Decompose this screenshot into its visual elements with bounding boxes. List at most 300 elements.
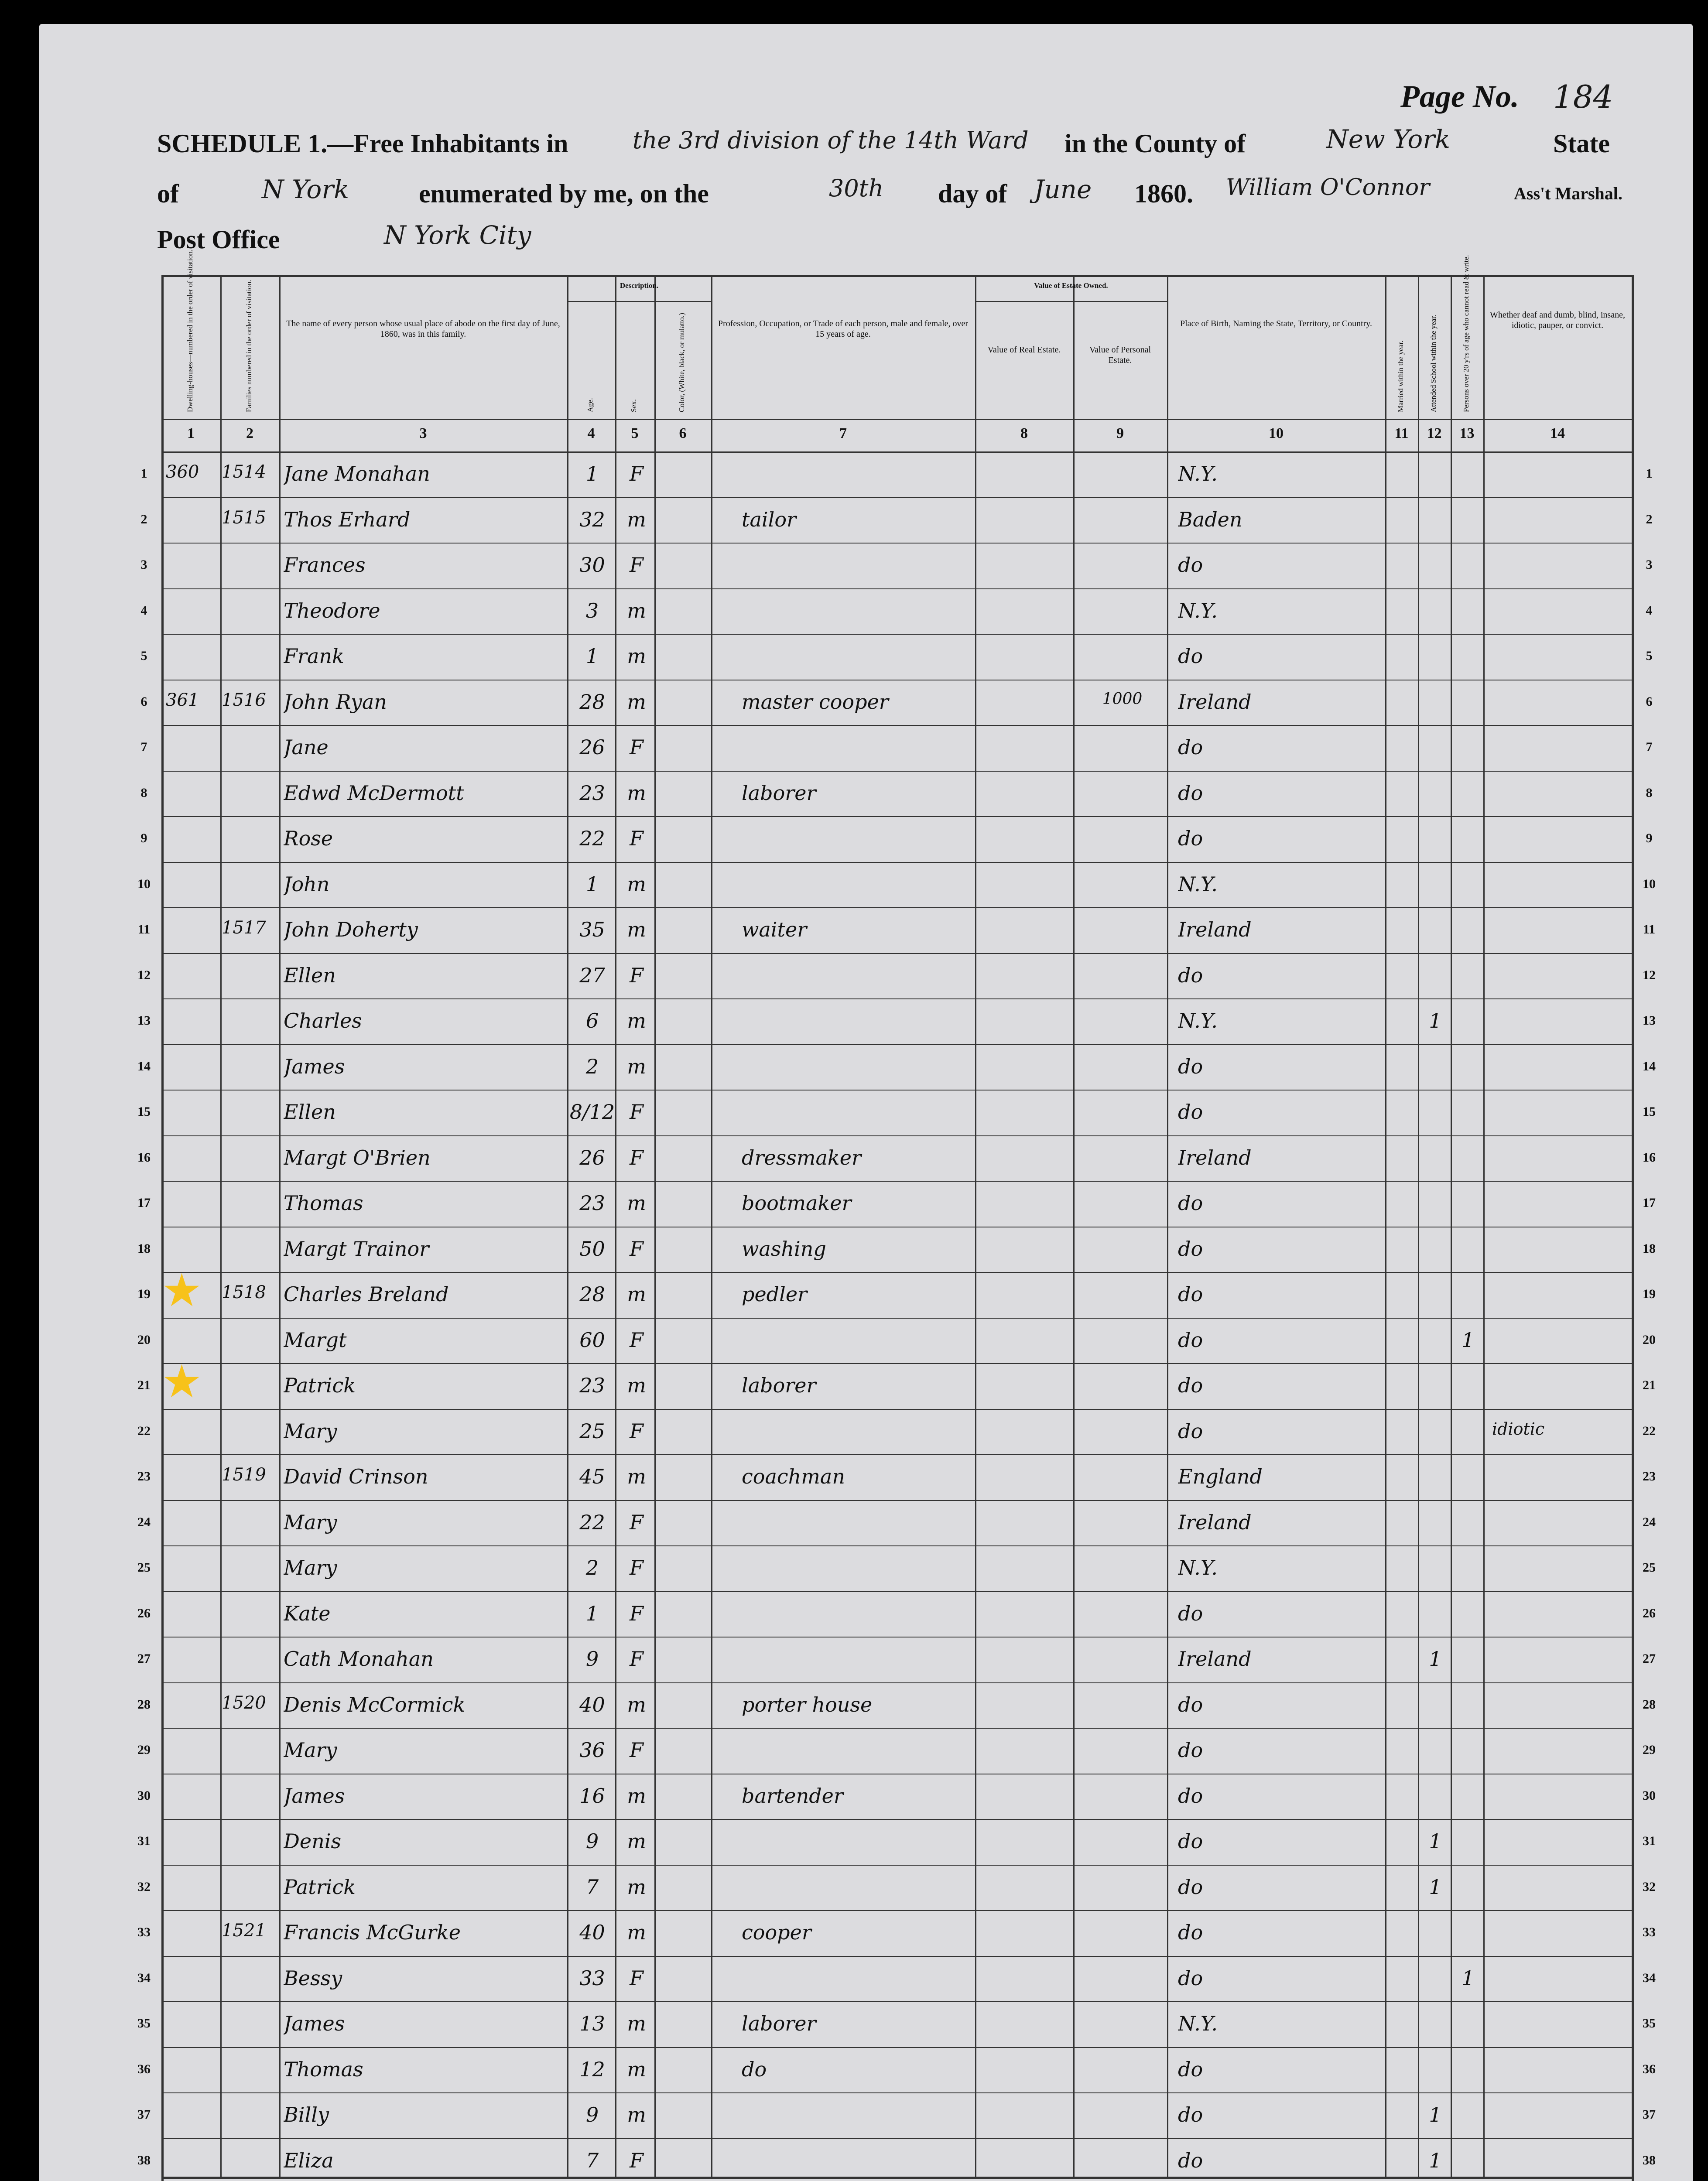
- occupation-value: laborer: [742, 781, 816, 805]
- line-number: 3: [1646, 557, 1653, 572]
- line-number: 30: [1643, 1788, 1656, 1803]
- person-name: Francis McGurke: [284, 1921, 461, 1944]
- sex-value: m: [627, 644, 646, 668]
- rule-line: [161, 1363, 1632, 1364]
- person-name: Margt Trainor: [284, 1237, 429, 1261]
- rule-line: [975, 301, 1167, 302]
- line-number: 26: [137, 1606, 151, 1620]
- personal-estate-value: 1000: [1102, 690, 1143, 708]
- line-number: 14: [1643, 1059, 1656, 1073]
- column-number: 6: [679, 425, 687, 441]
- birthplace-value: N.Y.: [1178, 1009, 1218, 1032]
- schedule-title: SCHEDULE 1.—Free Inhabitants in: [157, 129, 568, 158]
- column-header-description: Description.: [620, 281, 659, 290]
- line-number: 29: [1643, 1743, 1656, 1757]
- person-name: Mary: [284, 1510, 337, 1534]
- line-number: 36: [137, 2061, 151, 2076]
- occupation-value: bartender: [742, 1784, 843, 1808]
- occupation-value: pedler: [742, 1282, 808, 1306]
- column-number: 14: [1550, 425, 1565, 441]
- column-header-c1: Dwelling-houses—numbered in the order of visitation.: [185, 250, 194, 412]
- sex-value: F: [630, 1738, 643, 1762]
- birthplace-value: do: [1178, 1966, 1203, 1990]
- age-value: 2: [585, 1054, 599, 1078]
- birthplace-value: do: [1178, 1100, 1203, 1124]
- age-value: 1: [585, 1601, 599, 1625]
- person-name: Thomas: [284, 1191, 363, 1215]
- age-value: 35: [579, 918, 605, 941]
- birthplace-value: do: [1178, 1921, 1203, 1944]
- sex-value: m: [627, 1374, 646, 1397]
- line-number: 22: [1643, 1423, 1656, 1438]
- sex-value: F: [630, 1601, 643, 1625]
- occupation-value: tailor: [742, 507, 797, 531]
- age-value: 23: [579, 1374, 605, 1397]
- person-name: John: [284, 872, 330, 896]
- line-number: 20: [137, 1332, 151, 1347]
- sex-value: F: [630, 2148, 643, 2172]
- rule-line: [161, 907, 1632, 908]
- division-text: the 3rd division of the 14th Ward: [633, 126, 1029, 154]
- state-label: State: [1553, 129, 1610, 158]
- person-name: Kate: [284, 1601, 331, 1625]
- column-header-c8: Value of Real Estate.: [987, 345, 1061, 355]
- sex-value: m: [627, 690, 646, 714]
- birthplace-value: do: [1178, 1419, 1203, 1443]
- line-number: 31: [137, 1834, 151, 1848]
- line-number: 1: [140, 466, 147, 481]
- age-value: 26: [579, 735, 605, 759]
- column-header-c6: Color, (White, black, or mulatto.): [678, 313, 686, 412]
- line-number: 34: [1643, 1970, 1656, 1985]
- rule-line: [161, 634, 1632, 635]
- age-value: 7: [585, 2148, 599, 2172]
- sex-value: F: [630, 1966, 643, 1990]
- rule-line: [161, 1910, 1632, 1911]
- family-number: 1519: [222, 1465, 266, 1485]
- rule-line: [161, 1545, 1632, 1546]
- person-name: Margt: [284, 1328, 347, 1352]
- age-value: 45: [579, 1465, 605, 1488]
- age-value: 50: [579, 1237, 605, 1261]
- birthplace-value: do: [1178, 735, 1203, 759]
- birthplace-value: N.Y.: [1178, 598, 1218, 622]
- column-header-c14: Whether deaf and dumb, blind, insane, idiotic, pauper, or convict.: [1490, 310, 1625, 330]
- school-mark: 1: [1429, 1009, 1442, 1032]
- birthplace-value: N.Y.: [1178, 2012, 1218, 2035]
- occupation-value: washing: [742, 1237, 826, 1261]
- star-icon: ★: [161, 1266, 202, 1316]
- rule-line: [161, 816, 1632, 817]
- birthplace-value: do: [1178, 1784, 1203, 1808]
- line-number: 9: [140, 831, 147, 845]
- line-number: 11: [137, 922, 151, 937]
- sex-value: m: [627, 1829, 646, 1853]
- of-label: of: [157, 179, 179, 208]
- line-number: 26: [1643, 1606, 1656, 1620]
- sex-value: m: [627, 1191, 646, 1215]
- rule-line: [161, 998, 1632, 999]
- read-write-mark: 1: [1462, 1966, 1475, 1990]
- column-header-c10: Place of Birth, Naming the State, Territory, or Country.: [1180, 319, 1372, 328]
- occupation-value: bootmaker: [742, 1191, 852, 1215]
- age-value: 1: [585, 644, 599, 668]
- sex-value: F: [630, 553, 643, 577]
- rule-line: [567, 301, 711, 302]
- birthplace-value: England: [1178, 1465, 1263, 1488]
- rule-line: [161, 2092, 1632, 2093]
- dwelling-number: 360: [166, 462, 199, 482]
- line-number: 12: [1643, 967, 1656, 982]
- school-mark: 1: [1429, 2148, 1442, 2172]
- column-number: 9: [1116, 425, 1124, 441]
- line-number: 29: [137, 1743, 151, 1757]
- line-number: 5: [140, 649, 147, 663]
- rule-line: [161, 1682, 1632, 1683]
- age-value: 40: [579, 1921, 605, 1944]
- rule-line: [161, 725, 1632, 726]
- column-rule: [1385, 275, 1386, 2177]
- age-value: 26: [579, 1145, 605, 1169]
- sex-value: F: [630, 1328, 643, 1352]
- line-number: 38: [137, 2153, 151, 2167]
- line-number: 10: [137, 876, 151, 891]
- person-name: Frank: [284, 644, 344, 668]
- person-name: Jane: [284, 735, 329, 759]
- age-value: 3: [585, 598, 599, 622]
- family-number: 1515: [222, 507, 266, 528]
- rule-line: [161, 1500, 1632, 1501]
- school-mark: 1: [1429, 1829, 1442, 1853]
- age-value: 1: [585, 872, 599, 896]
- column-header-c9: Value of Personal Estate.: [1089, 345, 1151, 365]
- age-value: 32: [579, 507, 605, 531]
- rule-line: [161, 2177, 1632, 2179]
- sex-value: F: [630, 1556, 643, 1579]
- rule-line: [161, 1591, 1632, 1592]
- line-number: 3: [140, 557, 147, 572]
- family-number: 1514: [222, 462, 266, 482]
- birthplace-value: do: [1178, 1738, 1203, 1762]
- line-number: 27: [137, 1651, 151, 1666]
- age-value: 13: [579, 2012, 605, 2035]
- person-name: Charles: [284, 1009, 362, 1032]
- rule-line: [161, 1865, 1632, 1866]
- line-number: 16: [137, 1150, 151, 1165]
- line-number: 24: [137, 1514, 151, 1529]
- person-name: Frances: [284, 553, 366, 577]
- age-value: 22: [579, 1510, 605, 1534]
- age-value: 9: [585, 1829, 599, 1853]
- rule-line: [161, 953, 1632, 954]
- year-label: 1860.: [1134, 179, 1193, 208]
- line-number: 15: [1643, 1104, 1656, 1119]
- rule-line: [161, 1454, 1632, 1455]
- birthplace-value: do: [1178, 1374, 1203, 1397]
- line-number: 36: [1643, 2061, 1656, 2076]
- age-value: 28: [579, 690, 605, 714]
- occupation-value: cooper: [742, 1921, 811, 1944]
- column-header-value-group: Value of Estate Owned.: [1034, 281, 1108, 290]
- column-number: 4: [587, 425, 595, 441]
- rule-line: [161, 588, 1632, 589]
- column-number: 5: [631, 425, 639, 441]
- birthplace-value: do: [1178, 553, 1203, 577]
- sex-value: m: [627, 2012, 646, 2035]
- line-number: 13: [1643, 1013, 1656, 1028]
- sex-value: F: [630, 1145, 643, 1169]
- column-rule: [1632, 275, 1634, 2181]
- sex-value: m: [627, 1054, 646, 1078]
- birthplace-value: do: [1178, 2148, 1203, 2172]
- day-value: 30th: [829, 174, 884, 202]
- column-header-c3: The name of every person whose usual place of abode on the first day of June, 1860, was in this family.: [286, 319, 560, 339]
- column-rule: [220, 275, 222, 2177]
- county-label: in the County of: [1065, 129, 1246, 158]
- age-value: 16: [579, 1784, 605, 1808]
- person-name: David Crinson: [284, 1465, 428, 1488]
- school-mark: 1: [1429, 1647, 1442, 1671]
- birthplace-value: do: [1178, 1054, 1203, 1078]
- person-name: Billy: [284, 2103, 329, 2126]
- line-number: 37: [137, 2107, 151, 2122]
- person-name: James: [284, 1054, 345, 1078]
- line-number: 34: [137, 1970, 151, 1985]
- person-name: Denis: [284, 1829, 342, 1853]
- person-name: Charles Breland: [284, 1282, 449, 1306]
- column-rule: [711, 275, 712, 2177]
- age-value: 60: [579, 1328, 605, 1352]
- line-number: 17: [137, 1196, 151, 1210]
- birthplace-value: Baden: [1178, 507, 1242, 531]
- person-name: Ellen: [284, 963, 336, 987]
- marshal-label: Ass't Marshal.: [1514, 184, 1622, 203]
- rule-line: [161, 1135, 1632, 1136]
- person-name: James: [284, 1784, 345, 1808]
- birthplace-value: N.Y.: [1178, 462, 1218, 485]
- column-number: 8: [1020, 425, 1028, 441]
- sex-value: F: [630, 1647, 643, 1671]
- line-number: 1: [1646, 466, 1653, 481]
- sex-value: m: [627, 598, 646, 622]
- read-write-mark: 1: [1462, 1328, 1475, 1352]
- line-number: 31: [1643, 1834, 1656, 1848]
- person-name: John Ryan: [284, 690, 387, 714]
- sex-value: m: [627, 2103, 646, 2126]
- person-name: Thomas: [284, 2057, 363, 2081]
- enumerated-label: enumerated by me, on the: [419, 179, 709, 208]
- sex-value: m: [627, 1282, 646, 1306]
- line-number: 6: [140, 694, 147, 709]
- column-rule: [1483, 275, 1485, 2177]
- rule-line: [161, 543, 1632, 544]
- sex-value: m: [627, 1692, 646, 1716]
- sex-value: F: [630, 1510, 643, 1534]
- birthplace-value: N.Y.: [1178, 872, 1218, 896]
- person-name: Rose: [284, 827, 333, 850]
- column-number: 12: [1427, 425, 1442, 441]
- rule-line: [161, 771, 1632, 772]
- occupation-value: laborer: [742, 1374, 816, 1397]
- line-number: 35: [1643, 2016, 1656, 2031]
- rule-line: [161, 451, 1632, 453]
- sex-value: F: [630, 1237, 643, 1261]
- line-number: 23: [1643, 1469, 1656, 1484]
- sex-value: F: [630, 1100, 643, 1124]
- birthplace-value: Ireland: [1178, 1510, 1252, 1534]
- column-rule: [975, 275, 976, 2177]
- line-number: 11: [1643, 922, 1656, 937]
- line-number: 27: [1643, 1651, 1656, 1666]
- person-name: Margt O'Brien: [284, 1145, 431, 1169]
- column-number: 10: [1269, 425, 1284, 441]
- birthplace-value: do: [1178, 827, 1203, 850]
- rule-line: [161, 1272, 1632, 1273]
- column-header-c12: Attended School within the year.: [1429, 315, 1438, 412]
- birthplace-value: do: [1178, 1601, 1203, 1625]
- column-header-c11: Married within the year.: [1396, 340, 1405, 412]
- age-value: 6: [585, 1009, 599, 1032]
- sex-value: F: [630, 963, 643, 987]
- rule-line: [161, 1181, 1632, 1182]
- line-number: 9: [1646, 831, 1653, 845]
- age-value: 30: [579, 553, 605, 577]
- column-header-c7: Profession, Occupation, or Trade of each person, male and female, over 15 years of age.: [718, 319, 969, 339]
- state-value: N York: [262, 174, 349, 204]
- sex-value: m: [627, 872, 646, 896]
- person-name: Patrick: [284, 1875, 356, 1899]
- page-number-label: Page No.: [1400, 79, 1519, 114]
- rule-line: [161, 1044, 1632, 1045]
- dwelling-number: 361: [166, 690, 199, 710]
- person-name: Bessy: [284, 1966, 342, 1990]
- birthplace-value: do: [1178, 2057, 1203, 2081]
- sex-value: m: [627, 1921, 646, 1944]
- birthplace-value: Ireland: [1178, 1647, 1252, 1671]
- age-value: 9: [585, 2103, 599, 2126]
- condition-value: idiotic: [1492, 1419, 1545, 1439]
- line-number: 5: [1646, 649, 1653, 663]
- line-number: 33: [1643, 1925, 1656, 1939]
- birthplace-value: N.Y.: [1178, 1556, 1218, 1579]
- line-number: 15: [137, 1104, 151, 1119]
- person-name: Denis McCormick: [284, 1692, 466, 1716]
- age-value: 28: [579, 1282, 605, 1306]
- person-name: Mary: [284, 1556, 337, 1579]
- line-number: 4: [140, 603, 147, 618]
- column-number: 13: [1459, 425, 1475, 441]
- sex-value: F: [630, 462, 643, 485]
- school-mark: 1: [1429, 2103, 1442, 2126]
- line-number: 18: [1643, 1241, 1656, 1256]
- person-name: Thos Erhard: [284, 507, 411, 531]
- column-rule: [279, 275, 281, 2177]
- birthplace-value: do: [1178, 781, 1203, 805]
- occupation-value: waiter: [742, 918, 807, 941]
- line-number: 20: [1643, 1332, 1656, 1347]
- column-rule: [1451, 275, 1452, 2177]
- occupation-value: master cooper: [742, 690, 889, 714]
- line-number: 22: [137, 1423, 151, 1438]
- birthplace-value: Ireland: [1178, 918, 1252, 941]
- column-rule: [567, 275, 568, 2177]
- sex-value: m: [627, 1784, 646, 1808]
- sex-value: F: [630, 735, 643, 759]
- occupation-value: coachman: [742, 1465, 845, 1488]
- rule-line: [161, 2138, 1632, 2139]
- sex-value: m: [627, 781, 646, 805]
- person-name: Cath Monahan: [284, 1647, 434, 1671]
- age-value: 27: [579, 963, 605, 987]
- family-number: 1516: [222, 690, 266, 710]
- sex-value: F: [630, 827, 643, 850]
- line-number: 6: [1646, 694, 1653, 709]
- person-name: Edwd McDermott: [284, 781, 464, 805]
- birthplace-value: do: [1178, 1875, 1203, 1899]
- line-number: 24: [1643, 1514, 1656, 1529]
- birthplace-value: do: [1178, 1692, 1203, 1716]
- sex-value: F: [630, 1419, 643, 1443]
- line-number: 33: [137, 1925, 151, 1939]
- sex-value: m: [627, 1009, 646, 1032]
- line-number: 32: [1643, 1879, 1656, 1894]
- line-number: 19: [137, 1287, 151, 1301]
- rule-line: [161, 497, 1632, 498]
- line-number: 23: [137, 1469, 151, 1484]
- person-name: Eliza: [284, 2148, 334, 2172]
- column-number: 11: [1394, 425, 1409, 441]
- line-number: 7: [1646, 740, 1653, 754]
- county-value: New York: [1326, 124, 1451, 154]
- column-number: 7: [839, 425, 847, 441]
- age-value: 33: [579, 1966, 605, 1990]
- star-icon: ★: [161, 1357, 202, 1407]
- age-value: 7: [585, 1875, 599, 1899]
- column-number: 2: [246, 425, 253, 441]
- line-number: 21: [1643, 1378, 1656, 1392]
- birthplace-value: do: [1178, 1191, 1203, 1215]
- column-rule: [161, 275, 164, 2181]
- rule-line: [161, 1409, 1632, 1410]
- column-header-c4: Age.: [586, 398, 594, 412]
- rule-line: [161, 1318, 1632, 1319]
- rule-line: [161, 862, 1632, 863]
- age-value: 1: [585, 462, 599, 485]
- age-value: 12: [579, 2057, 605, 2081]
- line-number: 32: [137, 1879, 151, 1894]
- column-rule: [654, 275, 656, 2177]
- rule-line: [161, 1819, 1632, 1820]
- birthplace-value: do: [1178, 1829, 1203, 1853]
- sex-value: m: [627, 1875, 646, 1899]
- rule-line: [161, 1728, 1632, 1729]
- rule-line: [161, 275, 1632, 277]
- rule-line: [161, 2047, 1632, 2048]
- line-number: 30: [137, 1788, 151, 1803]
- age-value: 22: [579, 827, 605, 850]
- line-number: 28: [137, 1697, 151, 1712]
- birthplace-value: do: [1178, 963, 1203, 987]
- line-number: 7: [140, 740, 147, 754]
- sex-value: m: [627, 2057, 646, 2081]
- line-number: 18: [137, 1241, 151, 1256]
- line-number: 8: [1646, 785, 1653, 800]
- line-number: 35: [137, 2016, 151, 2031]
- post-office-value: N York City: [384, 220, 531, 250]
- rule-line: [161, 419, 1632, 420]
- month-value: June: [1034, 174, 1092, 204]
- occupation-value: do: [742, 2057, 767, 2081]
